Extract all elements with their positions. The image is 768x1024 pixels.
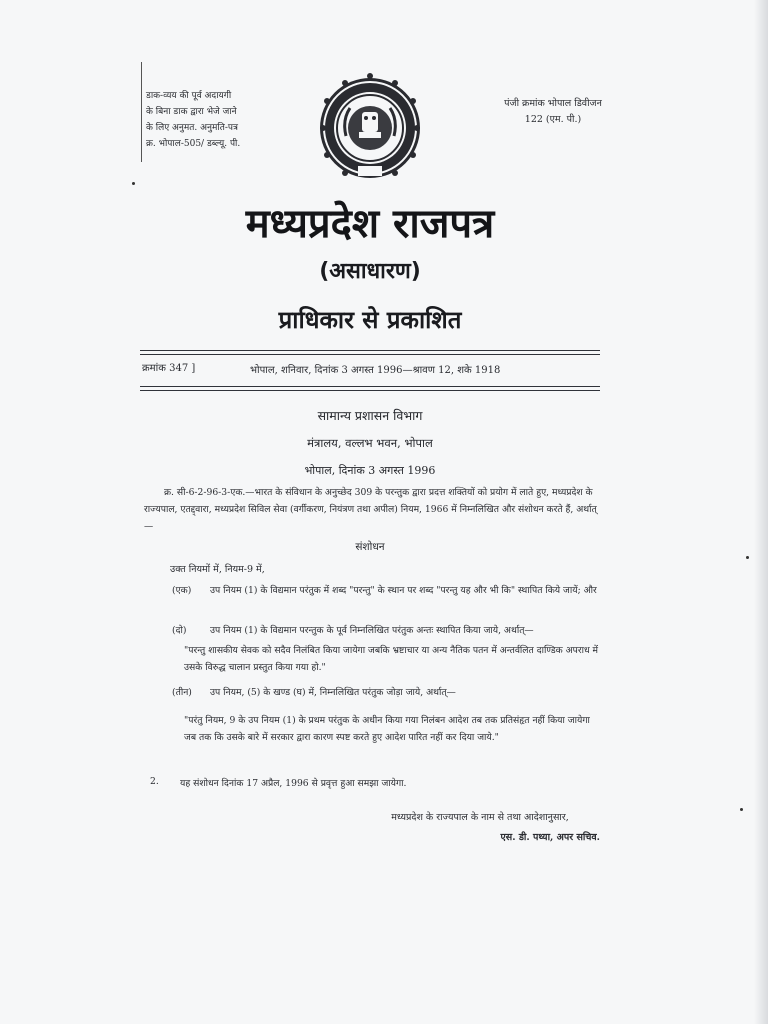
item-label: (तीन) [172,687,192,698]
header-rule-bottom [140,386,600,387]
state-emblem-seal-icon [318,70,422,188]
added-proviso: "परंतु नियम, 9 के उप नियम (1) के प्रथम परंतुक के अधीन किया गया निलंबन आदेश तब तक प्रतिसंहृत नहीं किया जायेगा जब तक कि उसके बारे में सरकार द्वारा कारण स्पष्ट करते हुए आदेश पारित नहीं कर दिया जाये." [184,715,590,743]
registration-line: पंजी क्रमांक भोपाल डिवीजन [504,98,602,109]
margin-line [141,62,142,162]
header-rule-bottom-inner [140,390,600,391]
department-heading: सामान्य प्रशासन विभाग [317,408,423,423]
item-text: उप नियम (1) के विद्यमान परंतुक में शब्द "परन्तु" के स्थान पर शब्द "परन्तु यह और भी कि" स्थापित किये जायें; और [210,585,597,596]
amendment-item [172,622,602,639]
header-rule-top-inner [140,354,600,355]
page-edge [754,0,768,1024]
issue-number: क्रमांक 347 ] [142,363,196,374]
clause-2-label: 2. [150,776,159,787]
postal-note [146,88,286,152]
ministry-address: मंत्रालय, वल्लभ भवन, भोपाल [307,436,433,450]
preamble-paragraph: क्र. सी-6-2-96-3-एक.—भारत के संविधान के अनुच्छेद 309 के परन्तुक द्वारा प्रदत्त शक्तियों को प्रयोग में लाते हुए, मध्यप्रदेश के राज्यपाल, एतद्द्वारा, मध्यप्रदेश सिविल सेवा (वर्गीकरण, नियंत्रण तथा अपील) नियम, 1966 में निम्नलिखित और संशोधन करते हैं, अर्थात्— [144,487,597,532]
amendment-heading: संशोधन [355,541,385,553]
item-label: (एक) [172,585,192,596]
item-label: (दो) [172,625,187,636]
item-text: उप नियम (1) के विद्यमान परन्तुक के पूर्व निम्नलिखित परंतुक अन्तः स्थापित किया जाये, अर्थात्— [210,625,534,636]
signatory-name: एस. डी. पथ्या, अपर सचिव. [500,832,600,843]
registration-line: 122 (एम. पी.) [524,114,582,125]
speck [740,808,743,811]
rules-intro: उक्त नियमों में, नियम-9 में, [170,564,265,575]
inserted-proviso: "परन्तु शासकीय सेवक को सदैव निलंबित किया जायेगा जबकि भ्रष्टाचार या अन्य नैतिक पतन में अन्तर्वलित दाण्डिक अपराध में उसके विरुद्ध चालान प्रस्तुत किया गया हो." [184,645,599,673]
registration-note [488,96,618,128]
gazette-title: मध्यप्रदेश राजपत्र [245,201,495,247]
postal-note-line: के बिना डाक द्वारा भेजे जाने [146,107,237,117]
gazette-authority: प्राधिकार से प्रकाशित [278,306,462,334]
postal-note-line: के लिए अनुमत. अनुमति-पत्र [146,123,238,133]
postal-note-line: क्र. भोपाल-505/ डब्ल्यू. पी. [146,139,241,149]
speck [746,556,749,559]
amendment-item [172,684,602,701]
postal-note-line: डाक-व्यय की पूर्व अदायगी [146,91,232,101]
gazette-subtitle: (असाधारण) [319,259,421,284]
item-text: उप नियम, (5) के खण्ड (घ) में, निम्नलिखित परंतुक जोड़ा जाये, अर्थात्— [210,687,456,698]
speck [132,182,135,185]
issue-date-line: भोपाल, शनिवार, दिनांक 3 अगस्त 1996—श्रावण 12, शके 1918 [250,365,501,376]
header-rule-top [140,350,600,351]
signature-authority-line: मध्यप्रदेश के राज्यपाल के नाम से तथा आदेशानुसार, [391,812,569,823]
amendment-item [172,582,602,599]
clause-2 [150,776,600,789]
clause-2-text: यह संशोधन दिनांक 17 अप्रैल, 1996 से प्रवृत्त हुआ समझा जायेगा. [180,778,407,789]
order-date: भोपाल, दिनांक 3 अगस्त 1996 [304,464,436,477]
